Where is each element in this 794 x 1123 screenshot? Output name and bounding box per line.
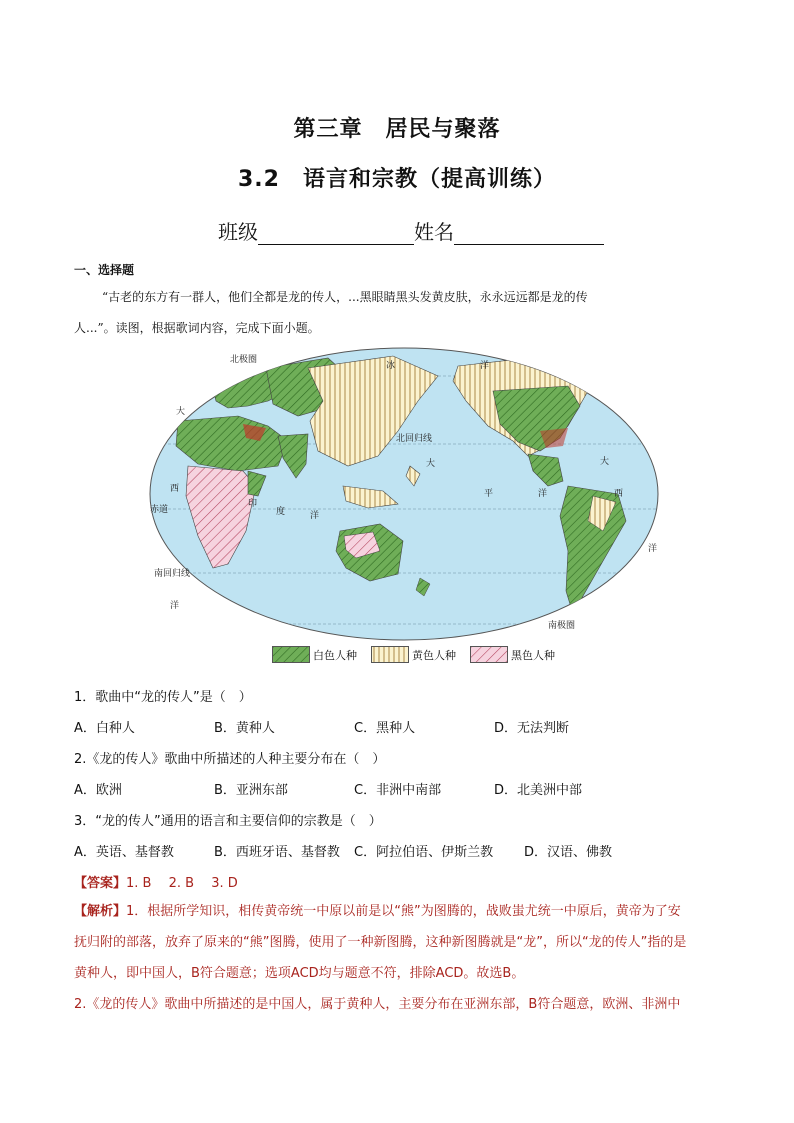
question-3-options	[74, 841, 612, 860]
label-antarctic-circle: 南极圈	[548, 620, 576, 630]
legend-white-label: 白色人种	[313, 648, 357, 662]
q3-option-c[interactable]: C．阿拉伯语、伊斯兰教	[354, 845, 494, 860]
legend-black-label: 黑色人种	[511, 648, 555, 662]
legend-white-swatch	[272, 646, 310, 663]
answer-text: 1. B 2. B 3. D	[126, 876, 238, 891]
label-tropic-cancer: 北回归线	[396, 433, 433, 443]
label-yang-pacific: 洋	[538, 488, 548, 498]
label-yin: 印	[248, 498, 258, 508]
label-ocean-north: 洋	[480, 360, 490, 370]
label-da-left: 大	[176, 406, 186, 416]
analysis-tag: 【解析】	[74, 904, 127, 919]
legend-yellow	[371, 646, 456, 663]
analysis-line-1-text: 1．根据所学知识，相传黄帝统一中原以前是以“熊”为图腾的，战败蚩尤统一中原后，黄帝为了安	[126, 904, 681, 919]
label-equator: 赤道	[150, 504, 169, 514]
analysis-line-2: 抚归附的部落，放弃了原来的“熊”图腾，使用了一种新图腾，这种新图腾就是“龙”，所以“龙的传人”指的是	[74, 935, 687, 950]
world-race-map	[148, 346, 660, 642]
q1-option-c[interactable]: C．黑种人	[354, 721, 416, 736]
q2-option-a[interactable]: A．欧洲	[74, 783, 122, 798]
map-legend	[272, 646, 555, 663]
legend-white	[272, 646, 357, 663]
analysis-line-1	[74, 896, 724, 927]
q1-option-a[interactable]: A．白种人	[74, 721, 135, 736]
q3-option-a[interactable]: A．英语、基督教	[74, 845, 174, 860]
legend-yellow-swatch	[371, 646, 409, 663]
label-da-right: 大	[600, 456, 610, 466]
analysis-line-4: 2.《龙的传人》歌曲中所描述的是中国人，属于黄种人，主要分布在亚洲东部，B符合题意，欧洲、非洲中	[74, 997, 681, 1012]
intro-line-2: 人...”。读图，根据歌词内容，完成下面小题。	[74, 321, 320, 335]
legend-black	[470, 646, 555, 663]
label-arctic-circle: 北极圈	[230, 354, 258, 364]
q3-option-b[interactable]: B．西班牙语、基督教	[214, 845, 340, 860]
answer-line	[74, 872, 238, 891]
label-yang-indian: 洋	[310, 510, 320, 520]
question-1-options	[74, 717, 569, 736]
label-yang-left-bottom: 洋	[170, 600, 180, 610]
q3-option-d[interactable]: D．汉语、佛教	[524, 845, 613, 860]
label-ping: 平	[484, 488, 494, 498]
q1-option-b[interactable]: B．黄种人	[214, 721, 275, 736]
name-blank[interactable]	[454, 222, 604, 245]
class-blank[interactable]	[258, 222, 414, 245]
chapter-title: 第三章 居民与聚落	[293, 117, 501, 142]
question-3-stem: 3．“龙的传人”通用的语言和主要信仰的宗教是（ ）	[74, 814, 382, 829]
class-label: 班级	[218, 220, 258, 244]
label-yang-atl-right: 洋	[648, 543, 658, 553]
question-2-options	[74, 779, 582, 798]
label-ice: 冰	[386, 360, 396, 370]
label-xi-left: 西	[170, 483, 180, 493]
section-title: 一、选择题	[74, 263, 135, 277]
q2-option-b[interactable]: B．亚洲东部	[214, 783, 288, 798]
q2-option-d[interactable]: D．北美洲中部	[494, 783, 583, 798]
label-tropic-capricorn: 南回归线	[154, 568, 191, 578]
intro-line-1: “古老的东方有一群人，他们全都是龙的传人，...黑眼睛黑头发黄皮肤，永永远远都是龙的传	[102, 290, 588, 304]
analysis-block	[74, 896, 724, 1020]
greenland-yellow	[588, 354, 628, 384]
legend-black-swatch	[470, 646, 508, 663]
q1-option-d[interactable]: D．无法判断	[494, 721, 570, 736]
name-label: 姓名	[414, 220, 454, 244]
label-xi-right: 西	[614, 488, 624, 498]
question-2-stem: 2.《龙的传人》歌曲中所描述的人种主要分布在（ ）	[74, 752, 386, 767]
intro-text	[74, 282, 724, 344]
label-du: 度	[276, 506, 286, 516]
analysis-line-3: 黄种人，即中国人，B符合题意；选项ACD均与题意不符，排除ACD。故选B。	[74, 966, 525, 981]
lesson-title: 3.2 语言和宗教（提高训练）	[238, 167, 556, 192]
q2-option-c[interactable]: C．非洲中南部	[354, 783, 442, 798]
question-1-stem: 1．歌曲中“龙的传人”是（ ）	[74, 690, 252, 705]
answer-tag: 【答案】	[74, 876, 127, 891]
legend-yellow-label: 黄色人种	[412, 648, 456, 662]
label-da-pacific: 大	[426, 458, 436, 468]
class-name-line	[218, 216, 604, 245]
